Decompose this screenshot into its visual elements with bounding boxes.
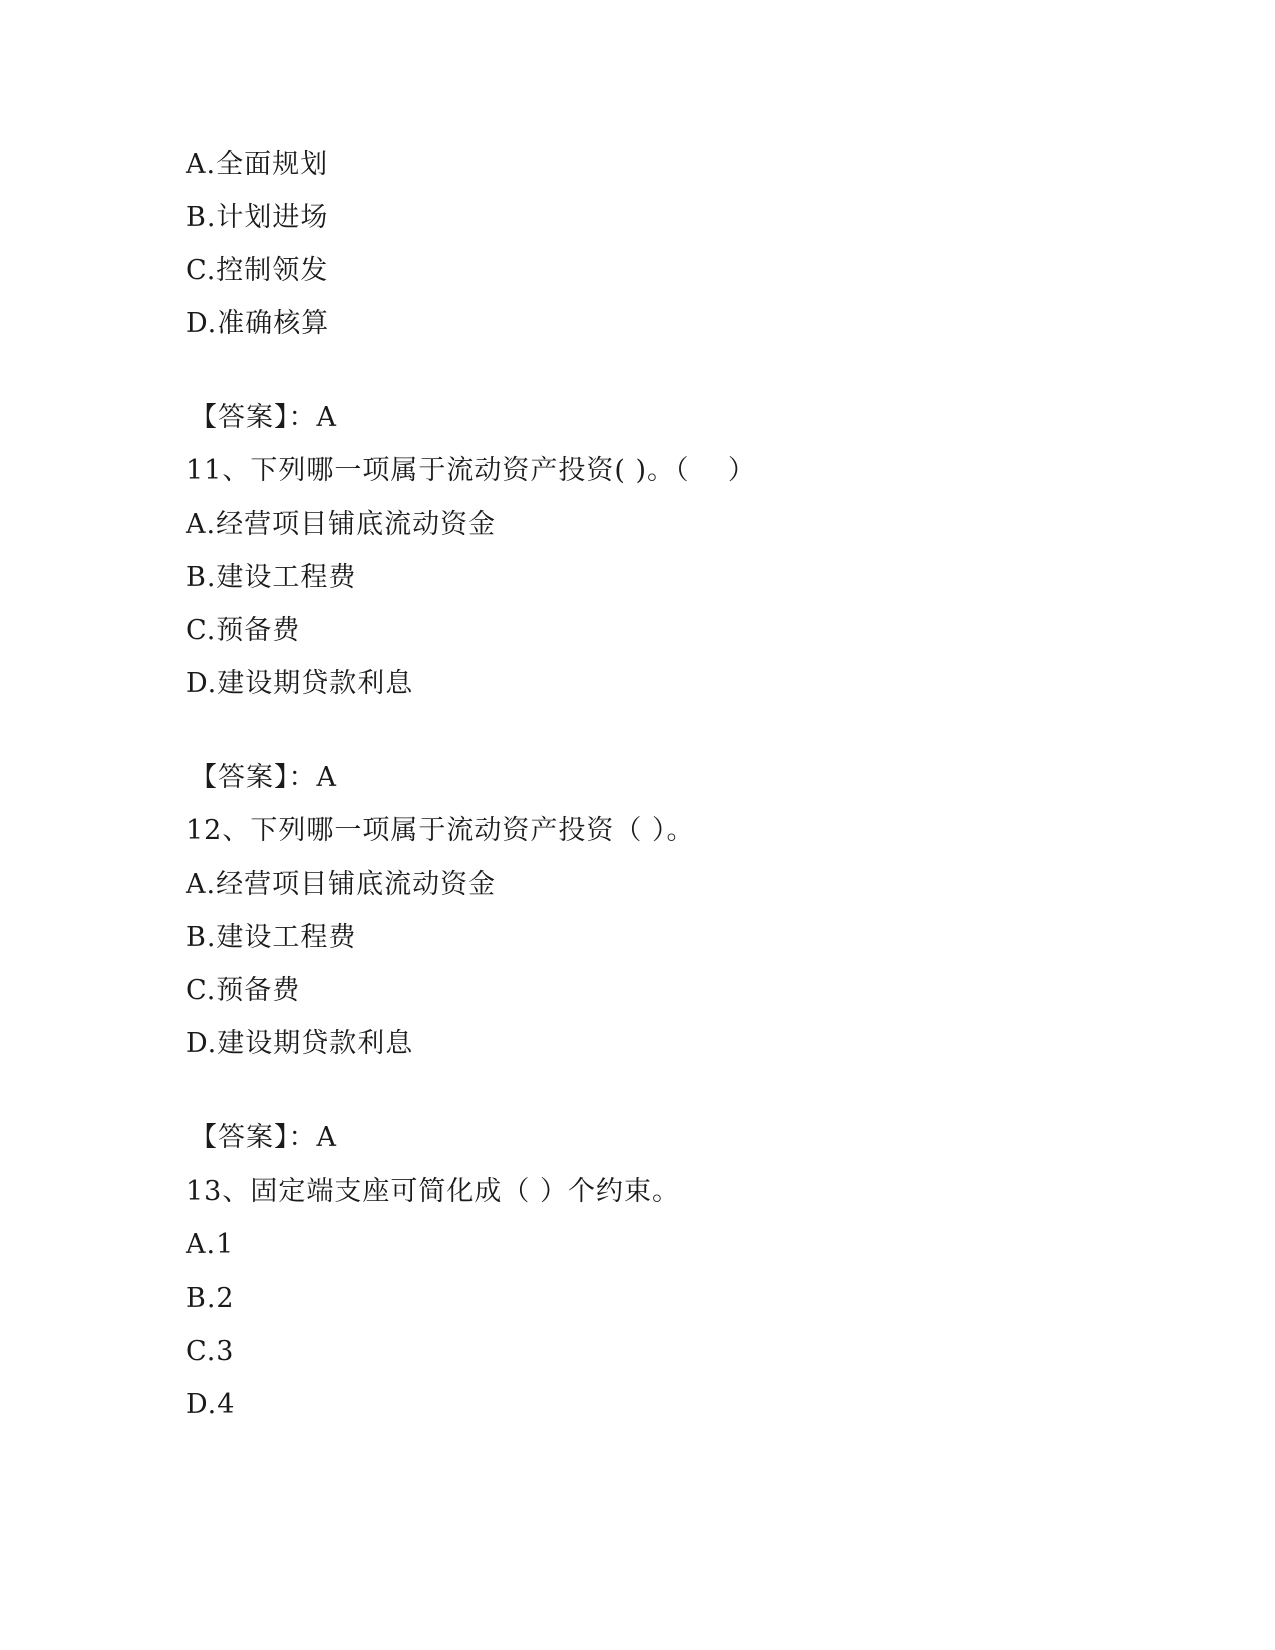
- q10-option-d: D.准确核算: [186, 308, 330, 339]
- q11-answer: 【答案】：A: [190, 762, 337, 793]
- q13-question: 13、固定端支座可简化成（ ）个约束。: [186, 1176, 680, 1207]
- q13-option-d: D.4: [186, 1389, 236, 1420]
- q11-option-a: A.经营项目铺底流动资金: [186, 509, 497, 540]
- q13-option-c: C.3: [186, 1336, 235, 1367]
- q11-option-b: B.建设工程费: [186, 562, 357, 593]
- q10-answer: 【答案】：A: [190, 402, 337, 433]
- q13-option-b: B.2: [186, 1283, 235, 1314]
- q10-option-c: C.控制领发: [186, 255, 329, 286]
- q11-question: 11、下列哪一项属于流动资产投资( )。（ ）: [186, 455, 756, 486]
- q12-option-b: B.建设工程费: [186, 922, 357, 953]
- q12-option-d: D.建设期贷款利息: [186, 1028, 414, 1059]
- q12-answer: 【答案】：A: [190, 1122, 337, 1153]
- q10-option-a: A.全面规划: [186, 149, 329, 180]
- q10-option-b: B.计划进场: [186, 202, 329, 233]
- q12-question: 12、下列哪一项属于流动资产投资（ ）。: [186, 815, 695, 846]
- q13-option-a: A.1: [186, 1229, 235, 1260]
- q12-option-a: A.经营项目铺底流动资金: [186, 869, 497, 900]
- q11-option-d: D.建设期贷款利息: [186, 668, 414, 699]
- q11-option-c: C.预备费: [186, 615, 301, 646]
- q12-option-c: C.预备费: [186, 975, 301, 1006]
